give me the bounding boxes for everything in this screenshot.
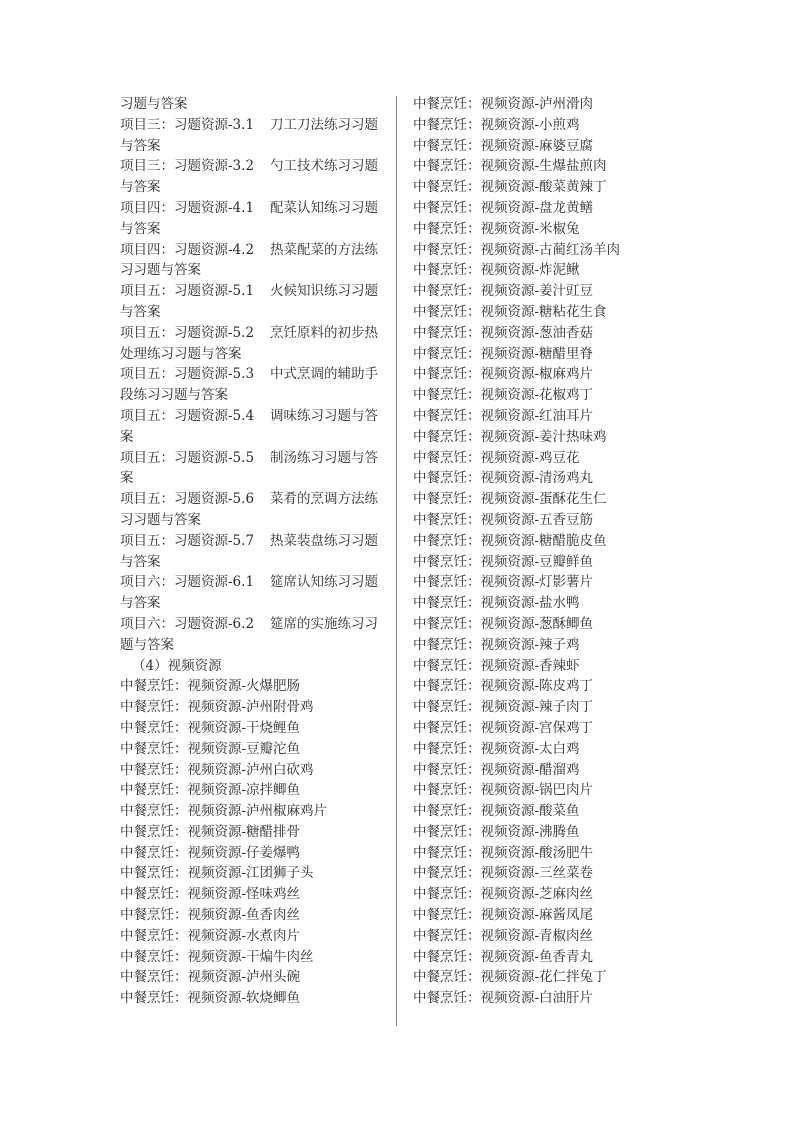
exercise-title: 筵席认知练习习题 [270,574,379,591]
video-item: 中餐烹饪：视频资源-糖醋里脊 [413,345,594,362]
exercise-title-continued: 与答案 [120,220,161,237]
video-item: 中餐烹饪：视频资源-怪味鸡丝 [120,886,301,903]
exercise-title-continued: 与答案 [120,137,161,154]
exercise-item [120,240,386,261]
video-item: 中餐烹饪：视频资源-糖醋排骨 [120,823,301,840]
video-item: 中餐烹饪：视频资源-白油肝片 [413,990,594,1007]
exercise-title-continued: 与答案 [120,595,161,612]
video-item: 中餐烹饪：视频资源-姜汁热味鸡 [413,428,607,445]
video-item: 中餐烹饪：视频资源-麻婆豆腐 [413,137,594,154]
exercise-item [120,281,386,302]
right-video-list [413,94,635,1009]
exercise-title: 中式烹调的辅助手 [270,366,379,383]
video-item: 中餐烹饪：视频资源-泸州头碗 [120,969,301,986]
section-heading: （4）视频资源 [132,657,222,674]
exercise-item [120,448,386,469]
video-item: 中餐烹饪：视频资源-花仁拌兔丁 [413,969,607,986]
video-item: 中餐烹饪：视频资源-沸腾鱼 [413,823,580,840]
exercise-item [120,198,386,219]
video-item: 中餐烹饪：视频资源-干烧鲤鱼 [120,719,301,736]
list-item: 习题与答案 [120,96,188,112]
exercise-title-continued: 与答案 [120,553,161,570]
video-item: 中餐烹饪：视频资源-红油耳片 [413,407,594,424]
video-item: 中餐烹饪：视频资源-太白鸡 [413,740,580,757]
exercise-title-continued: 与答案 [120,303,161,320]
exercise-title-continued: 习习题与答案 [120,262,201,279]
video-item: 中餐烹饪：视频资源-生爆盐煎肉 [413,158,607,175]
video-item: 中餐烹饪：视频资源-豆瓣鲜鱼 [413,553,594,570]
exercise-item [120,614,386,635]
exercise-prefix: 项目五：习题资源-5.7 [120,532,255,549]
video-item: 中餐烹饪：视频资源-古蔺红汤羊肉 [413,241,621,258]
video-item: 中餐烹饪：视频资源-酸汤肥牛 [413,844,594,861]
exercise-prefix: 项目六：习题资源-6.1 [120,574,255,591]
video-item: 中餐烹饪：视频资源-糖醋脆皮鱼 [413,532,607,549]
video-item: 中餐烹饪：视频资源-辣子鸡 [413,636,580,653]
video-item: 中餐烹饪：视频资源-盐水鸭 [413,595,580,612]
video-item: 中餐烹饪：视频资源-姜汁豇豆 [413,283,594,300]
video-item: 中餐烹饪：视频资源-鸡豆花 [413,449,580,466]
video-item: 中餐烹饪：视频资源-鱼香肉丝 [120,907,301,924]
exercise-title-continued: 题与答案 [120,636,174,653]
video-item: 中餐烹饪：视频资源-五香豆筋 [413,511,594,528]
exercise-item [120,489,386,510]
left-column [120,94,386,1009]
video-item: 中餐烹饪：视频资源-酸菜鱼 [413,803,580,820]
video-item: 中餐烹饪：视频资源-椒麻鸡片 [413,366,594,383]
video-item: 中餐烹饪：视频资源-青椒肉丝 [413,927,594,944]
video-item: 中餐烹饪：视频资源-酸菜黄辣丁 [413,179,607,196]
exercise-item [120,406,386,427]
video-item: 中餐烹饪：视频资源-花椒鸡丁 [413,387,594,404]
video-item: 中餐烹饪：视频资源-泸州滑肉 [413,96,594,112]
exercise-prefix: 项目五：习题资源-5.3 [120,366,255,383]
exercise-title: 配菜认知练习习题 [270,199,379,216]
exercise-item [120,572,386,593]
video-item: 中餐烹饪：视频资源-软烧鲫鱼 [120,990,301,1007]
right-column [413,94,635,1009]
exercise-prefix: 项目五：习题资源-5.6 [120,491,255,508]
exercise-item [120,115,386,136]
video-item: 中餐烹饪：视频资源-水煮肉片 [120,927,301,944]
video-item: 中餐烹饪：视频资源-豆瓣沱鱼 [120,740,301,757]
exercise-title-continued: 段练习习题与答案 [120,387,228,404]
video-item: 中餐烹饪：视频资源-炸泥鳅 [413,262,580,279]
video-item: 中餐烹饪：视频资源-糖粘花生食 [413,303,607,320]
video-item: 中餐烹饪：视频资源-麻酱凤尾 [413,907,594,924]
video-item: 中餐烹饪：视频资源-香辣虾 [413,657,580,674]
video-item: 中餐烹饪：视频资源-鱼香青丸 [413,948,594,965]
exercise-item [120,531,386,552]
video-item: 中餐烹饪：视频资源-葱酥鲫鱼 [413,615,594,632]
video-item: 中餐烹饪：视频资源-盘龙黄鳝 [413,199,594,216]
exercise-title-continued: 与答案 [120,179,161,196]
video-item: 中餐烹饪：视频资源-葱油香菇 [413,324,594,341]
video-item: 中餐烹饪：视频资源-三丝菜卷 [413,865,594,882]
exercise-prefix: 项目五：习题资源-5.1 [120,283,255,300]
column-divider [396,96,397,1026]
video-item: 中餐烹饪：视频资源-米椒兔 [413,220,580,237]
exercise-prefix: 项目五：习题资源-5.4 [120,407,255,424]
video-item: 中餐烹饪：视频资源-灯影薯片 [413,574,594,591]
video-item: 中餐烹饪：视频资源-凉拌鲫鱼 [120,782,301,799]
exercise-prefix: 项目四：习题资源-4.2 [120,241,255,258]
video-item: 中餐烹饪：视频资源-干煸牛肉丝 [120,948,314,965]
exercise-item [120,364,386,385]
exercise-prefix: 项目五：习题资源-5.5 [120,449,255,466]
exercise-title: 菜肴的烹调方法练 [270,491,379,508]
exercise-title: 热菜装盘练习习题 [270,532,379,549]
video-item: 中餐烹饪：视频资源-火爆肥肠 [120,678,301,695]
video-item: 中餐烹饪：视频资源-江团狮子头 [120,865,314,882]
exercise-prefix: 项目五：习题资源-5.2 [120,324,255,341]
video-item: 中餐烹饪：视频资源-泸州白砍鸡 [120,761,314,778]
exercise-title-continued: 案 [120,470,134,487]
video-item: 中餐烹饪：视频资源-芝麻肉丝 [413,886,594,903]
exercise-title: 热菜配菜的方法练 [270,241,379,258]
exercise-title: 火候知识练习习题 [270,283,379,300]
exercise-title-continued: 处理练习习题与答案 [120,345,242,362]
video-item: 中餐烹饪：视频资源-仔姜爆鸭 [120,844,301,861]
video-item: 中餐烹饪：视频资源-清汤鸡丸 [413,470,594,487]
exercise-title: 筵席的实施练习习 [270,615,379,632]
exercise-prefix: 项目三：习题资源-3.1 [120,116,255,133]
exercise-title: 勺工技术练习习题 [270,158,379,175]
video-item: 中餐烹饪：视频资源-辣子肉丁 [413,699,594,716]
exercise-title: 刀工刀法练习习题 [270,116,379,133]
video-item: 中餐烹饪：视频资源-陈皮鸡丁 [413,678,594,695]
video-item: 中餐烹饪：视频资源-泸州附骨鸡 [120,699,314,716]
exercise-title: 制汤练习习题与答 [270,449,379,466]
exercise-title: 烹饪原料的初步热 [270,324,379,341]
video-item: 中餐烹饪：视频资源-泸州椒麻鸡片 [120,803,328,820]
video-item: 中餐烹饪：视频资源-宫保鸡丁 [413,719,594,736]
exercise-prefix: 项目三：习题资源-3.2 [120,158,255,175]
left-video-list [120,676,386,1009]
exercise-item [120,156,386,177]
exercise-title: 调味练习习题与答 [270,407,379,424]
exercise-prefix: 项目六：习题资源-6.2 [120,615,255,632]
video-item: 中餐烹饪：视频资源-小煎鸡 [413,116,580,133]
video-item: 中餐烹饪：视频资源-蛋酥花生仁 [413,491,607,508]
video-item: 中餐烹饪：视频资源-醋溜鸡 [413,761,580,778]
exercise-title-continued: 案 [120,428,134,445]
exercise-title-continued: 习习题与答案 [120,511,201,528]
exercise-item [120,323,386,344]
exercise-prefix: 项目四：习题资源-4.1 [120,199,255,216]
exercise-list [120,115,386,656]
video-item: 中餐烹饪：视频资源-锅巴肉片 [413,782,594,799]
